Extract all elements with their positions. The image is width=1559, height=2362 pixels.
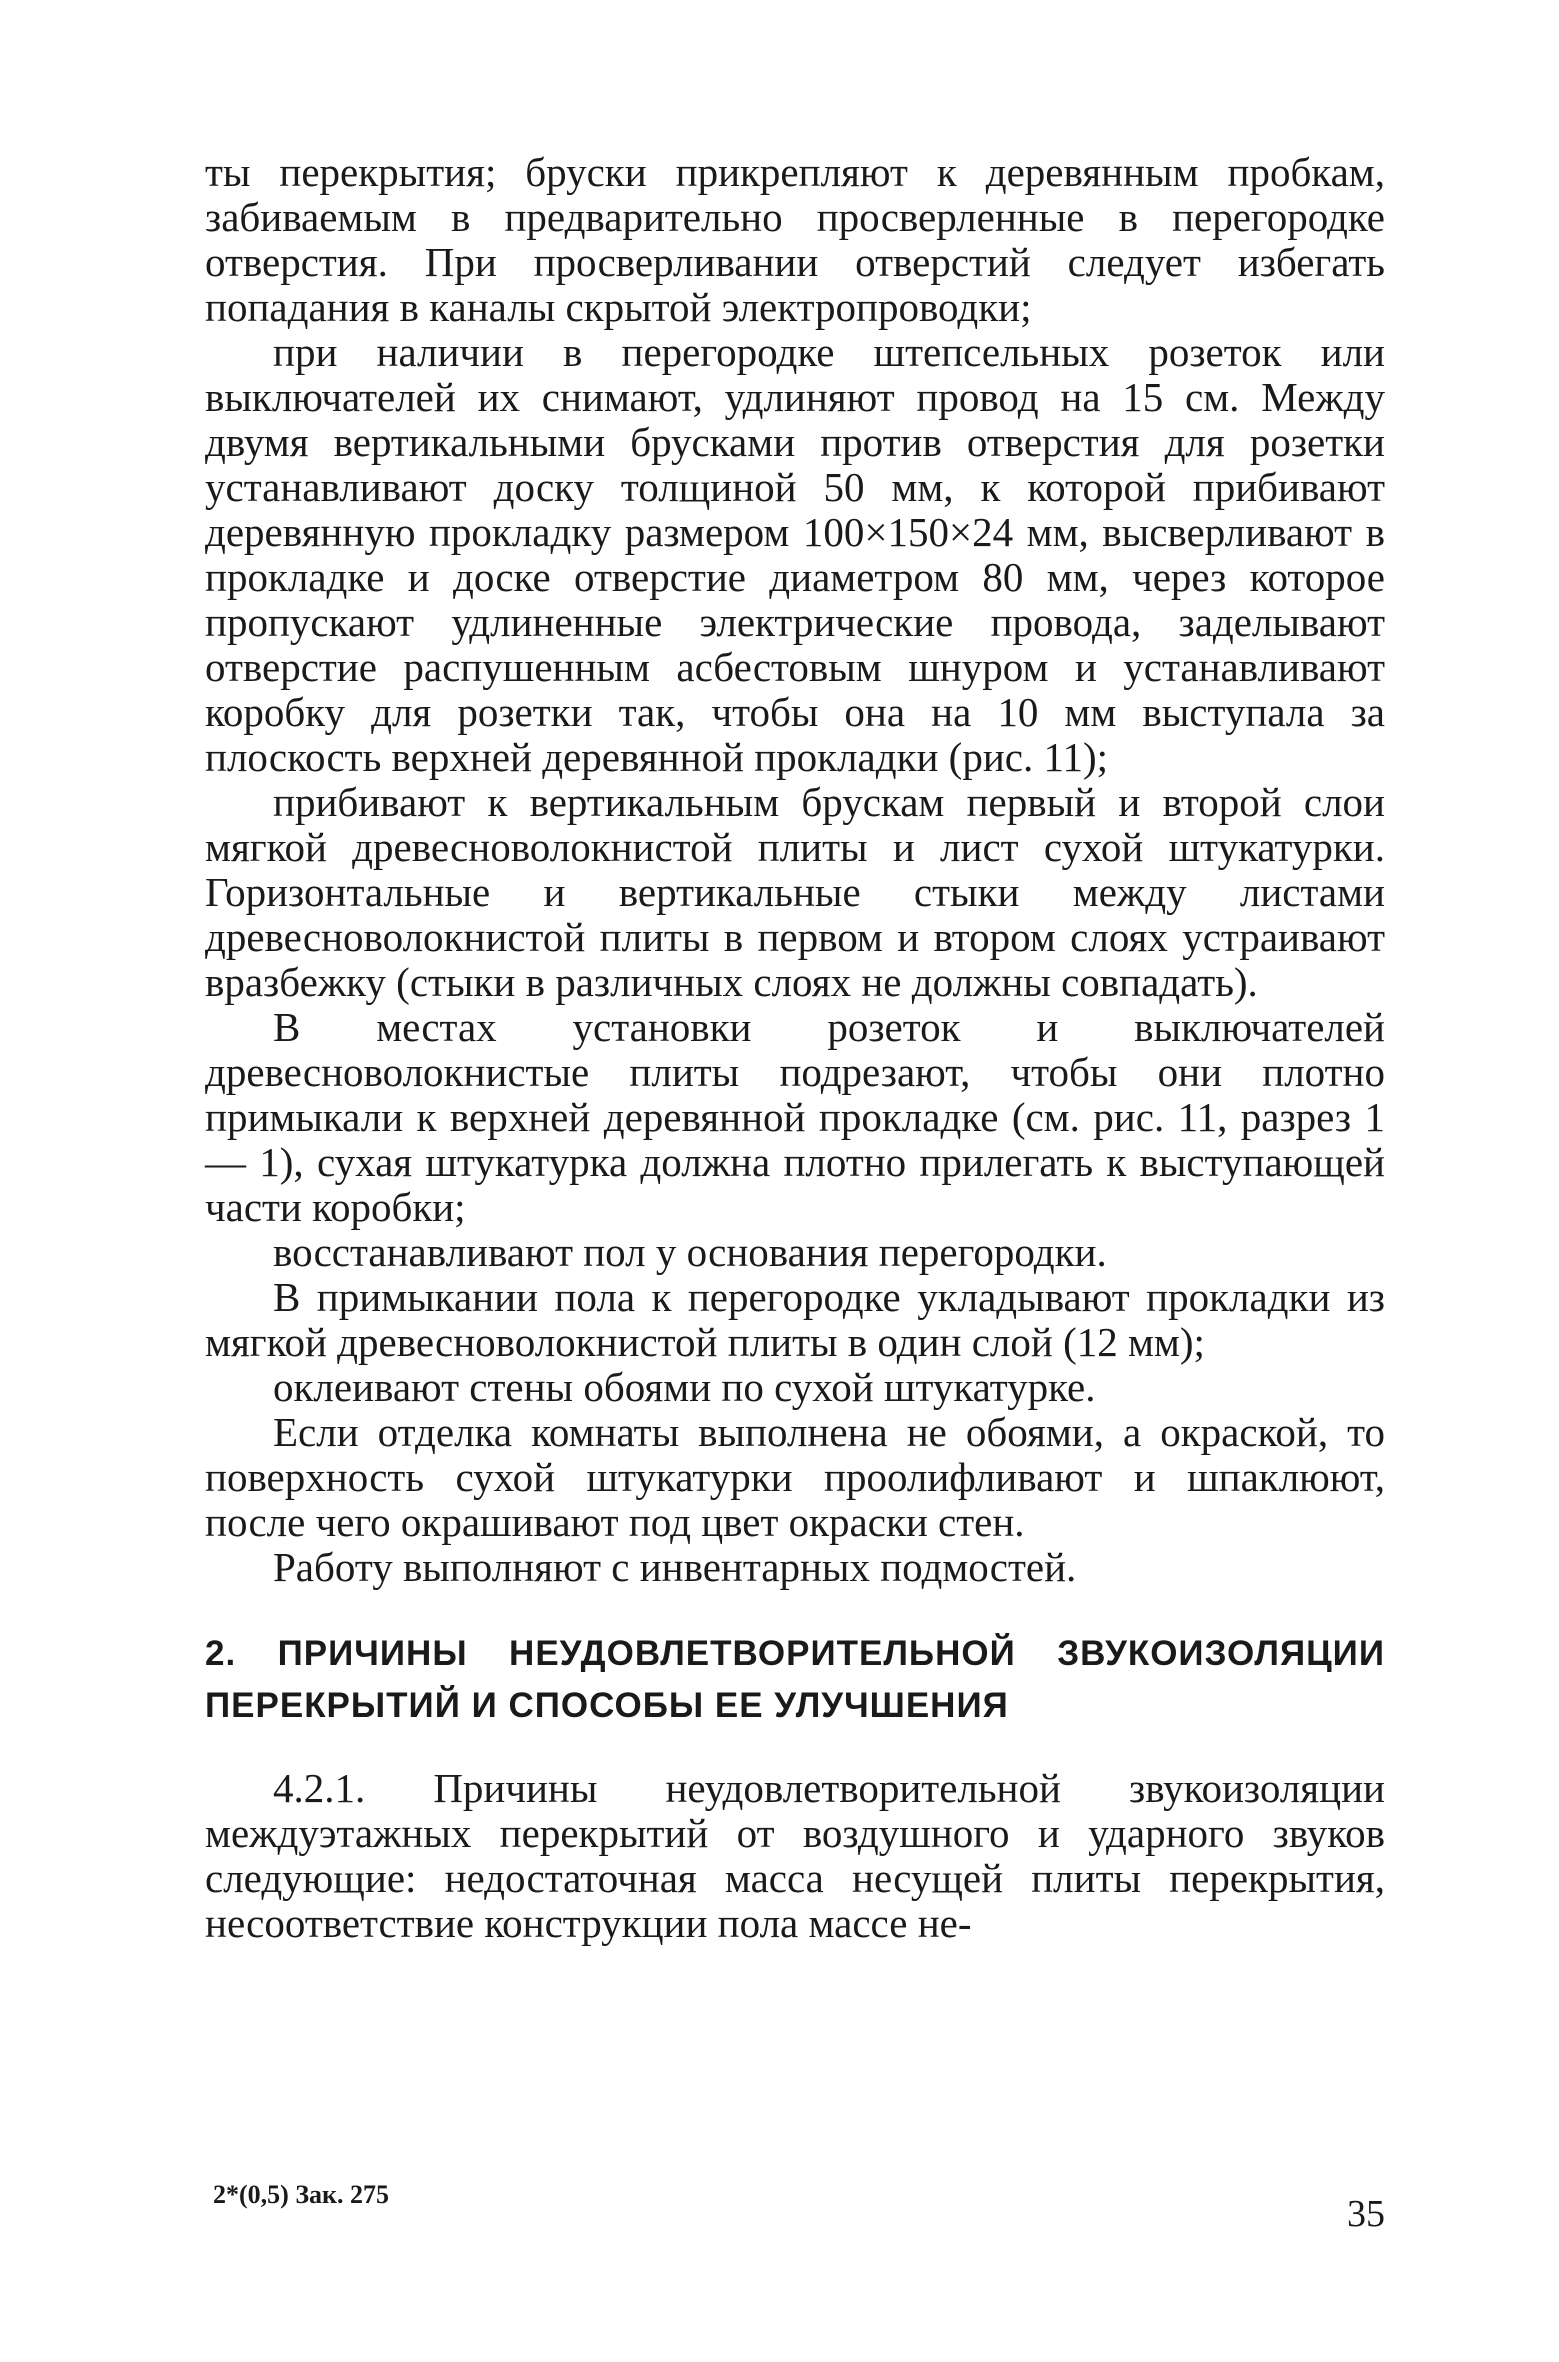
section-paragraph: 4.2.1. Причины неудовлетворительной звукоизоляции междуэтажных перекрытий от воздушного и ударного звуков следующие: недостаточная масса несущей плиты перекрытия, несоответствие конструкции пола массе не- bbox=[205, 1765, 1385, 1946]
paragraph: прибивают к вертикальным брускам первый и второй слои мягкой древесноволокнистой плиты и лист сухой штукатурки. Горизонтальные и вертикальные стыки между листами древесноволокнистой плиты в первом и втором слоях устраивают вразбежку (стыки в различных слоях не должны совпадать). bbox=[205, 779, 1385, 1005]
section-heading-line: 2. ПРИЧИНЫ НЕУДОВЛЕТВОРИТЕЛЬНОЙ ЗВУКОИЗОЛЯЦИИ bbox=[205, 1634, 1385, 1673]
paragraph: при наличии в перегородке штепсельных розеток или выключателей их снимают, удлиняют провод на 15 см. Между двумя вертикальными брусками против отверстия для розетки устанавливают доску толщиной 50 мм, к которой прибивают деревянную прокладку размером 100×150×24 мм, высверливают в прокладке и доске отверстие диаметром 80 мм, через которое пропускают удлиненные электрические провода, заделывают отверстие распушенным асбестовым шнуром и устанавливают коробку для розетки так, чтобы она на 10 мм выступала за плоскость верхней деревянной прокладки (рис. 11); bbox=[205, 329, 1385, 780]
page-content bbox=[205, 150, 1385, 1946]
paragraph: ты перекрытия; бруски прикрепляют к деревянным пробкам, забиваемым в предварительно просверленные в перегородке отверстия. При просверливании отверстий следует избегать попадания в каналы скрытой электропроводки; bbox=[205, 149, 1385, 330]
section-heading bbox=[205, 1628, 1385, 1732]
paragraph: В местах установки розеток и выключателей древесноволокнистые плиты подрезают, чтобы они плотно примыкали к верхней деревянной прокладке (см. рис. 11, разрез 1 — 1), сухая штукатурка должна плотно прилегать к выступающей части коробки; bbox=[205, 1004, 1385, 1230]
page-footer bbox=[205, 2180, 1385, 2260]
paragraph: оклеивают стены обоями по сухой штукатурке. bbox=[273, 1364, 1096, 1410]
print-order-code: 2*(0,5) Зак. 275 bbox=[213, 2180, 390, 2209]
paragraph: Если отделка комнаты выполнена не обоями, а окраской, то поверхность сухой штукатурки проолифливают и шпаклюют, после чего окрашивают под цвет окраски стен. bbox=[205, 1409, 1385, 1545]
section-body bbox=[205, 1766, 1385, 1946]
paragraph: В примыкании пола к перегородке укладывают прокладки из мягкой древесноволокнистой плиты в один слой (12 мм); bbox=[205, 1274, 1385, 1365]
paragraph: Работу выполняют с инвентарных подмостей. bbox=[273, 1544, 1077, 1590]
paragraph: восстанавливают пол у основания перегородки. bbox=[273, 1229, 1107, 1275]
page-number: 35 bbox=[1347, 2193, 1385, 2235]
body-text bbox=[205, 150, 1385, 1590]
section-heading-line: ПЕРЕКРЫТИЙ И СПОСОБЫ ЕЕ УЛУЧШЕНИЯ bbox=[205, 1686, 1009, 1725]
